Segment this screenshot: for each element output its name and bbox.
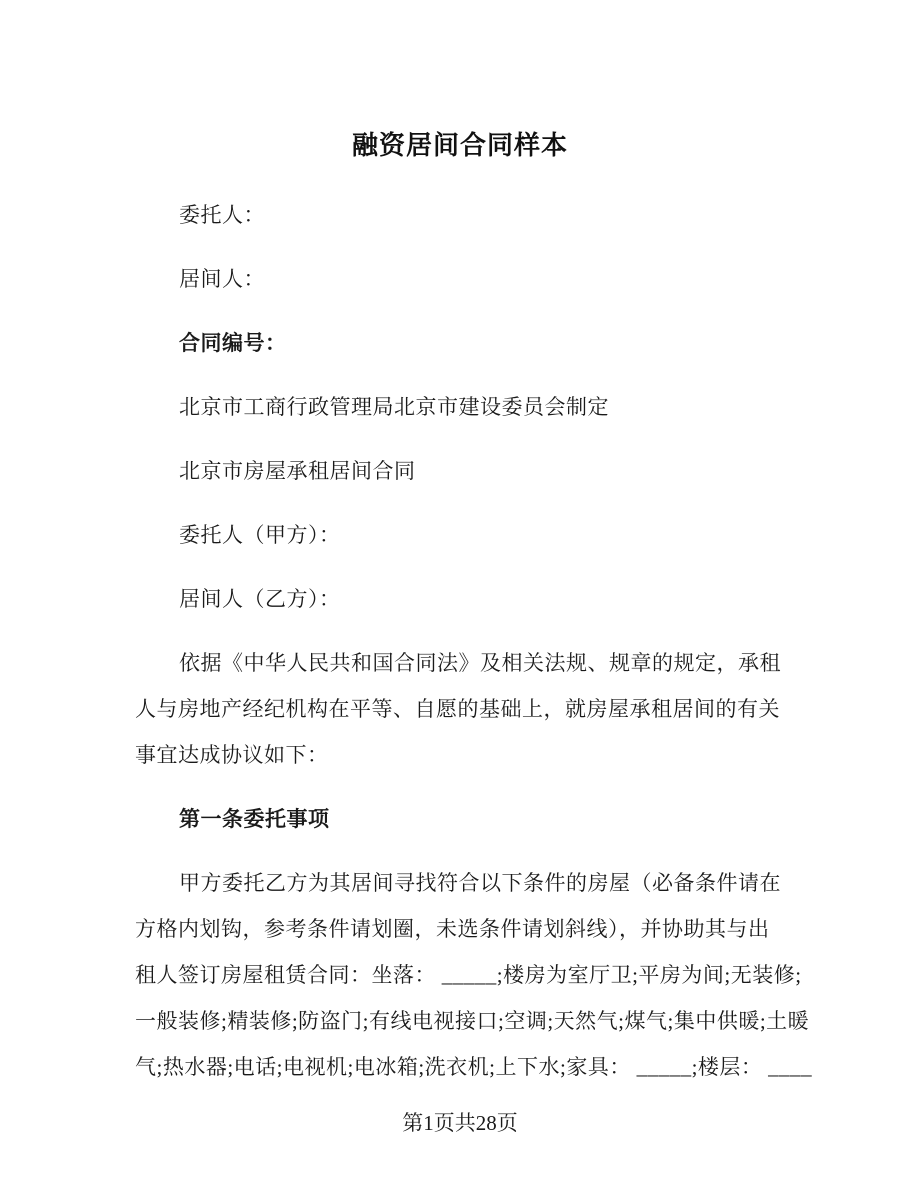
paragraph <box>135 576 785 622</box>
paragraph <box>135 384 785 430</box>
paragraph <box>135 256 785 302</box>
paragraph-line: 委托人（甲方）： <box>179 523 341 547</box>
page-number-footer: 第1页共28页 <box>402 1111 518 1135</box>
paragraph-line: 居间人（乙方）： <box>179 587 341 611</box>
paragraph-line: 人与房地产经纪机构在平等、自愿的基础上，就房屋承租居间的有关 <box>135 697 780 721</box>
paragraph-line: 北京市工商行政管理局北京市建设委员会制定 <box>179 395 609 419</box>
paragraph <box>135 796 785 842</box>
paragraph <box>135 192 785 238</box>
paragraph <box>135 448 785 494</box>
paragraph-line: 甲方委托乙方为其居间寻找符合以下条件的房屋（必备条件请在 <box>179 871 781 895</box>
paragraph-line: 租人签订房屋租赁合同：坐落： _____;楼房为室厅卫;平房为间;无装修; <box>135 963 802 987</box>
paragraph-line: 依据《中华人民共和国合同法》及相关法规、规章的规定，承租 <box>179 651 781 675</box>
paragraph-line: 居间人： <box>179 267 265 291</box>
paragraph-line: 事宜达成协议如下： <box>135 743 329 767</box>
paragraph-line: 一般装修;精装修;防盗门;有线电视接口;空调;天然气;煤气;集中供暖;土暖 <box>135 1009 810 1033</box>
paragraph-line: 合同编号： <box>179 331 287 355</box>
paragraph-line: 气;热水器;电话;电视机;电冰箱;洗衣机;上下水;家具： _____;楼层： ____ <box>135 1055 813 1079</box>
document-body <box>135 192 813 1090</box>
paragraph-line: 方格内划钩，参考条件请划圈，未选条件请划斜线），并协助其与出 <box>135 917 770 941</box>
document-title: 融资居间合同样本 <box>351 131 568 160</box>
paragraph-line: 委托人： <box>179 203 265 227</box>
paragraph <box>135 512 785 558</box>
paragraph-line: 北京市房屋承租居间合同 <box>179 459 416 483</box>
paragraph <box>135 640 785 778</box>
paragraph <box>135 320 785 366</box>
paragraph <box>135 860 813 1090</box>
paragraph-line: 第一条委托事项 <box>179 807 330 831</box>
